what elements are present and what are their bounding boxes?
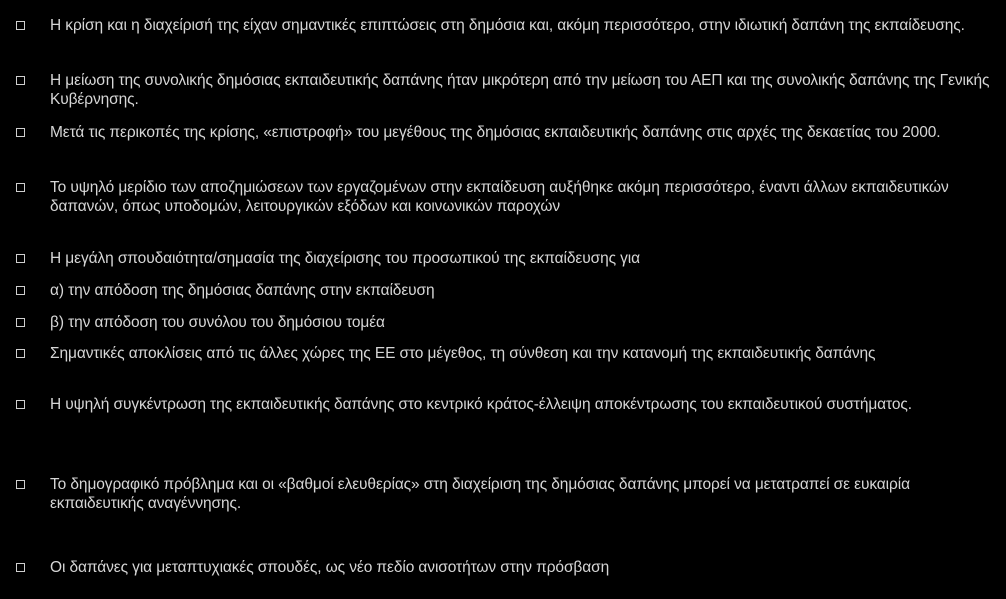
bullet-item: [16, 558, 996, 577]
bullet-text: Μετά τις περικοπές της κρίσης, «επιστροφή» του μεγέθους της δημόσιας εκπαιδευτικής δαπάνης στις αρχές της δεκαετίας του 2000.: [50, 124, 941, 141]
square-bullet-icon: [16, 128, 25, 137]
bullet-item: [16, 395, 996, 414]
bullet-text: Η μείωση της συνολικής δημόσιας εκπαιδευτικής δαπάνης ήταν μικρότερη από την μείωση του ΑΕΠ και της συνολικής δαπάνης της Γενικής Κυβέρνησης.: [50, 72, 990, 108]
square-bullet-icon: [16, 183, 25, 192]
bullet-item: [16, 313, 996, 332]
bullet-text: Το υψηλό μερίδιο των αποζημιώσεων των εργαζομένων στην εκπαίδευση αυξήθηκε ακόμη περισσότερο, έναντι άλλων εκπαιδευτικών δαπανών, όπως υποδομών, λειτουργικών εξόδων και κοινωνικών παροχών: [50, 179, 949, 215]
bullet-item: [16, 249, 996, 268]
square-bullet-icon: [16, 318, 25, 327]
bullet-item: [16, 281, 996, 300]
square-bullet-icon: [16, 400, 25, 409]
bullet-text: α) την απόδοση της δημόσιας δαπάνης στην εκπαίδευση: [50, 282, 435, 299]
bullet-item: [16, 16, 996, 35]
bullet-item: [16, 344, 996, 363]
square-bullet-icon: [16, 286, 25, 295]
bullet-text: Σημαντικές αποκλίσεις από τις άλλες χώρες της ΕΕ στο μέγεθος, τη σύνθεση και την κατανομή της εκπαιδευτικής δαπάνης: [50, 345, 876, 362]
bullet-text: Η υψηλή συγκέντρωση της εκπαιδευτικής δαπάνης στο κεντρικό κράτος-έλλειψη αποκέντρωσης του εκπαιδευτικού συστήματος.: [50, 396, 912, 413]
bullet-item: [16, 71, 996, 109]
bullet-item: [16, 475, 996, 513]
square-bullet-icon: [16, 76, 25, 85]
square-bullet-icon: [16, 254, 25, 263]
square-bullet-icon: [16, 480, 25, 489]
square-bullet-icon: [16, 21, 25, 30]
bullet-text: Η κρίση και η διαχείρισή της είχαν σημαντικές επιπτώσεις στη δημόσια και, ακόμη περισσότερο, στην ιδιωτική δαπάνη της εκπαίδευσης.: [50, 17, 965, 34]
bullet-item: [16, 123, 996, 142]
square-bullet-icon: [16, 349, 25, 358]
bullet-text: Οι δαπάνες για μεταπτυχιακές σπουδές, ως νέο πεδίο ανισοτήτων στην πρόσβαση: [50, 559, 610, 576]
square-bullet-icon: [16, 563, 25, 572]
bullet-text: Το δημογραφικό πρόβλημα και οι «βαθμοί ελευθερίας» στη διαχείριση της δημόσιας δαπάνης μπορεί να μετατραπεί σε ευκαιρία εκπαιδευτικής αναγέννησης.: [50, 476, 910, 512]
bullet-text: β) την απόδοση του συνόλου του δημόσιου τομέα: [50, 314, 385, 331]
bullet-text: Η μεγάλη σπουδαιότητα/σημασία της διαχείρισης του προσωπικού της εκπαίδευσης για: [50, 250, 641, 267]
bullet-item: [16, 178, 996, 216]
